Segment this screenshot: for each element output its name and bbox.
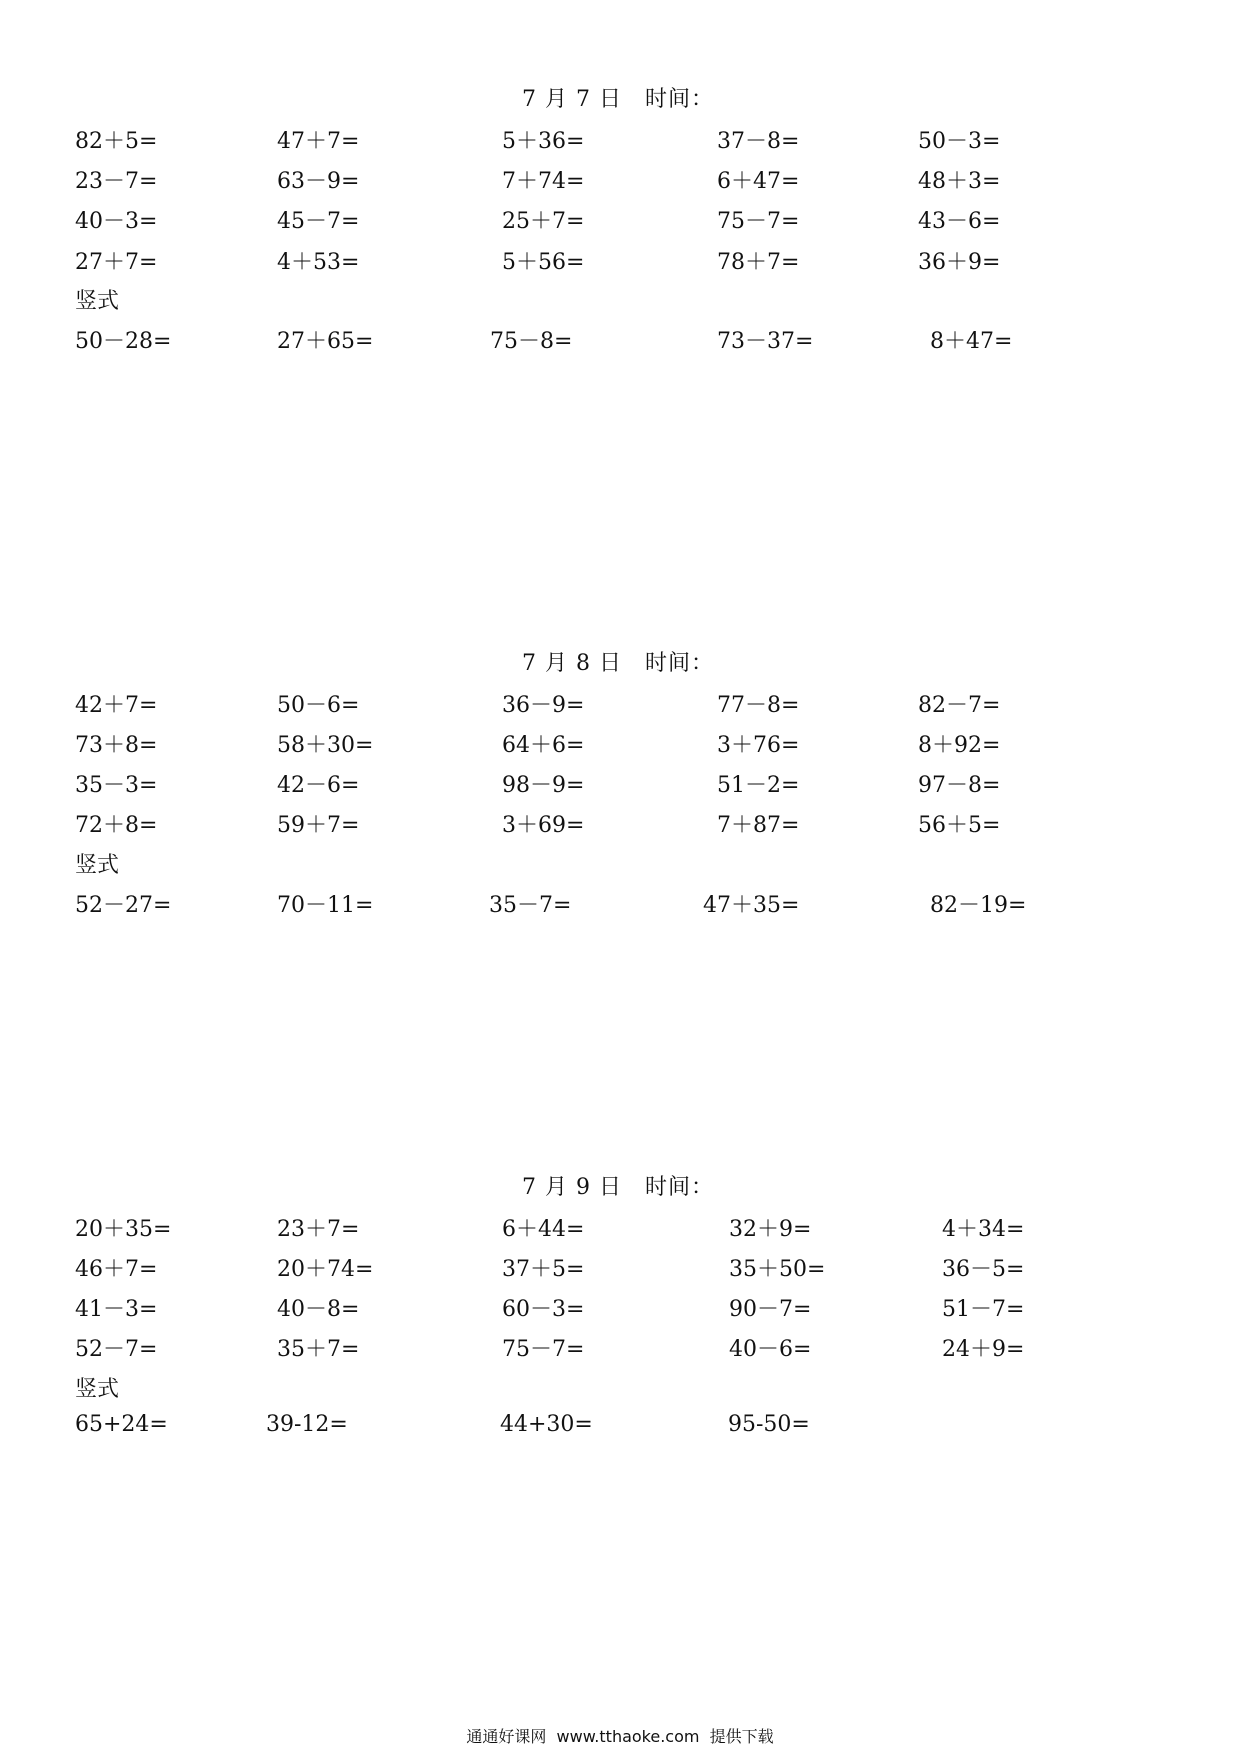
problem: 25＋7= bbox=[502, 209, 585, 234]
problem-row bbox=[0, 164, 1240, 198]
problem: 98－9= bbox=[502, 773, 585, 798]
problem: 3＋76= bbox=[717, 733, 800, 758]
problem: 4＋34= bbox=[942, 1217, 1025, 1242]
problem: 4＋53= bbox=[277, 250, 360, 275]
vertical-method-label: 竖式 bbox=[75, 1377, 120, 1402]
problem: 36－5= bbox=[942, 1257, 1025, 1282]
section-title: 7 月 7 日 时间： bbox=[522, 87, 714, 112]
problem: 56＋5= bbox=[918, 813, 1001, 838]
problem: 7＋74= bbox=[502, 169, 585, 194]
vertical-problem: 35－7= bbox=[489, 893, 572, 918]
problem: 35＋50= bbox=[729, 1257, 826, 1282]
problem: 3＋69= bbox=[502, 813, 585, 838]
problem: 63－9= bbox=[277, 169, 360, 194]
problem-row bbox=[0, 1252, 1240, 1286]
problem: 35－3= bbox=[75, 773, 158, 798]
problem: 75－7= bbox=[717, 209, 800, 234]
vertical-problem: 70－11= bbox=[277, 893, 374, 918]
vertical-problem-row bbox=[0, 1412, 1240, 1446]
problem: 20＋74= bbox=[277, 1257, 374, 1282]
problem-row bbox=[0, 124, 1240, 158]
problem: 36＋9= bbox=[918, 250, 1001, 275]
problem: 78＋7= bbox=[717, 250, 800, 275]
problem: 82－7= bbox=[918, 693, 1001, 718]
problem-row bbox=[0, 1332, 1240, 1366]
problem: 50－6= bbox=[277, 693, 360, 718]
problem: 64＋6= bbox=[502, 733, 585, 758]
problem-row bbox=[0, 768, 1240, 802]
vertical-method-label: 竖式 bbox=[75, 289, 120, 314]
problem: 45－7= bbox=[277, 209, 360, 234]
problem: 6＋47= bbox=[717, 169, 800, 194]
problem: 41－3= bbox=[75, 1297, 158, 1322]
vertical-problem: 73－37= bbox=[717, 329, 814, 354]
problem: 90－7= bbox=[729, 1297, 812, 1322]
vertical-problem: 8＋47= bbox=[930, 329, 1013, 354]
vertical-problem: 47＋35= bbox=[703, 893, 800, 918]
vertical-problem-row bbox=[0, 324, 1240, 358]
problem: 40－3= bbox=[75, 209, 158, 234]
problem-row bbox=[0, 245, 1240, 279]
vertical-problem: 95-50= bbox=[728, 1412, 810, 1437]
problem: 32＋9= bbox=[729, 1217, 812, 1242]
problem: 23＋7= bbox=[277, 1217, 360, 1242]
problem-row bbox=[0, 688, 1240, 722]
problem: 77－8= bbox=[717, 693, 800, 718]
problem: 46＋7= bbox=[75, 1257, 158, 1282]
problem-row bbox=[0, 808, 1240, 842]
problem-row bbox=[0, 1292, 1240, 1326]
problem: 43－6= bbox=[918, 209, 1001, 234]
problem: 8＋92= bbox=[918, 733, 1001, 758]
problem: 37＋5= bbox=[502, 1257, 585, 1282]
footer-source-note: 通通好课网 www.tthaoke.com 提供下载 bbox=[466, 1727, 774, 1746]
vertical-problem: 52－27= bbox=[75, 893, 172, 918]
problem: 42－6= bbox=[277, 773, 360, 798]
section-title: 7 月 8 日 时间： bbox=[522, 651, 714, 676]
problem: 5＋56= bbox=[502, 250, 585, 275]
problem: 60－3= bbox=[502, 1297, 585, 1322]
problem: 7＋87= bbox=[717, 813, 800, 838]
problem: 97－8= bbox=[918, 773, 1001, 798]
vertical-method-label: 竖式 bbox=[75, 853, 120, 878]
problem: 35＋7= bbox=[277, 1337, 360, 1362]
problem: 27＋7= bbox=[75, 250, 158, 275]
problem: 5＋36= bbox=[502, 129, 585, 154]
problem-row bbox=[0, 204, 1240, 238]
vertical-problem: 82－19= bbox=[930, 893, 1027, 918]
problem: 52－7= bbox=[75, 1337, 158, 1362]
problem: 47＋7= bbox=[277, 129, 360, 154]
problem: 40－6= bbox=[729, 1337, 812, 1362]
problem: 6＋44= bbox=[502, 1217, 585, 1242]
problem: 72＋8= bbox=[75, 813, 158, 838]
problem: 58＋30= bbox=[277, 733, 374, 758]
problem: 73＋8= bbox=[75, 733, 158, 758]
vertical-problem: 27＋65= bbox=[277, 329, 374, 354]
problem: 37－8= bbox=[717, 129, 800, 154]
problem: 59＋7= bbox=[277, 813, 360, 838]
problem: 48＋3= bbox=[918, 169, 1001, 194]
problem: 50－3= bbox=[918, 129, 1001, 154]
vertical-problem: 65+24= bbox=[75, 1412, 168, 1437]
problem: 82＋5= bbox=[75, 129, 158, 154]
problem: 42＋7= bbox=[75, 693, 158, 718]
problem: 23－7= bbox=[75, 169, 158, 194]
vertical-problem-row bbox=[0, 888, 1240, 922]
problem: 51－7= bbox=[942, 1297, 1025, 1322]
problem: 51－2= bbox=[717, 773, 800, 798]
problem: 75－7= bbox=[502, 1337, 585, 1362]
vertical-problem: 50－28= bbox=[75, 329, 172, 354]
section-title: 7 月 9 日 时间： bbox=[522, 1175, 714, 1200]
problem-row bbox=[0, 728, 1240, 762]
vertical-problem: 75－8= bbox=[490, 329, 573, 354]
vertical-problem: 44+30= bbox=[500, 1412, 593, 1437]
problem-row bbox=[0, 1212, 1240, 1246]
vertical-problem: 39-12= bbox=[266, 1412, 348, 1437]
problem: 40－8= bbox=[277, 1297, 360, 1322]
problem: 24＋9= bbox=[942, 1337, 1025, 1362]
problem: 36－9= bbox=[502, 693, 585, 718]
problem: 20＋35= bbox=[75, 1217, 172, 1242]
